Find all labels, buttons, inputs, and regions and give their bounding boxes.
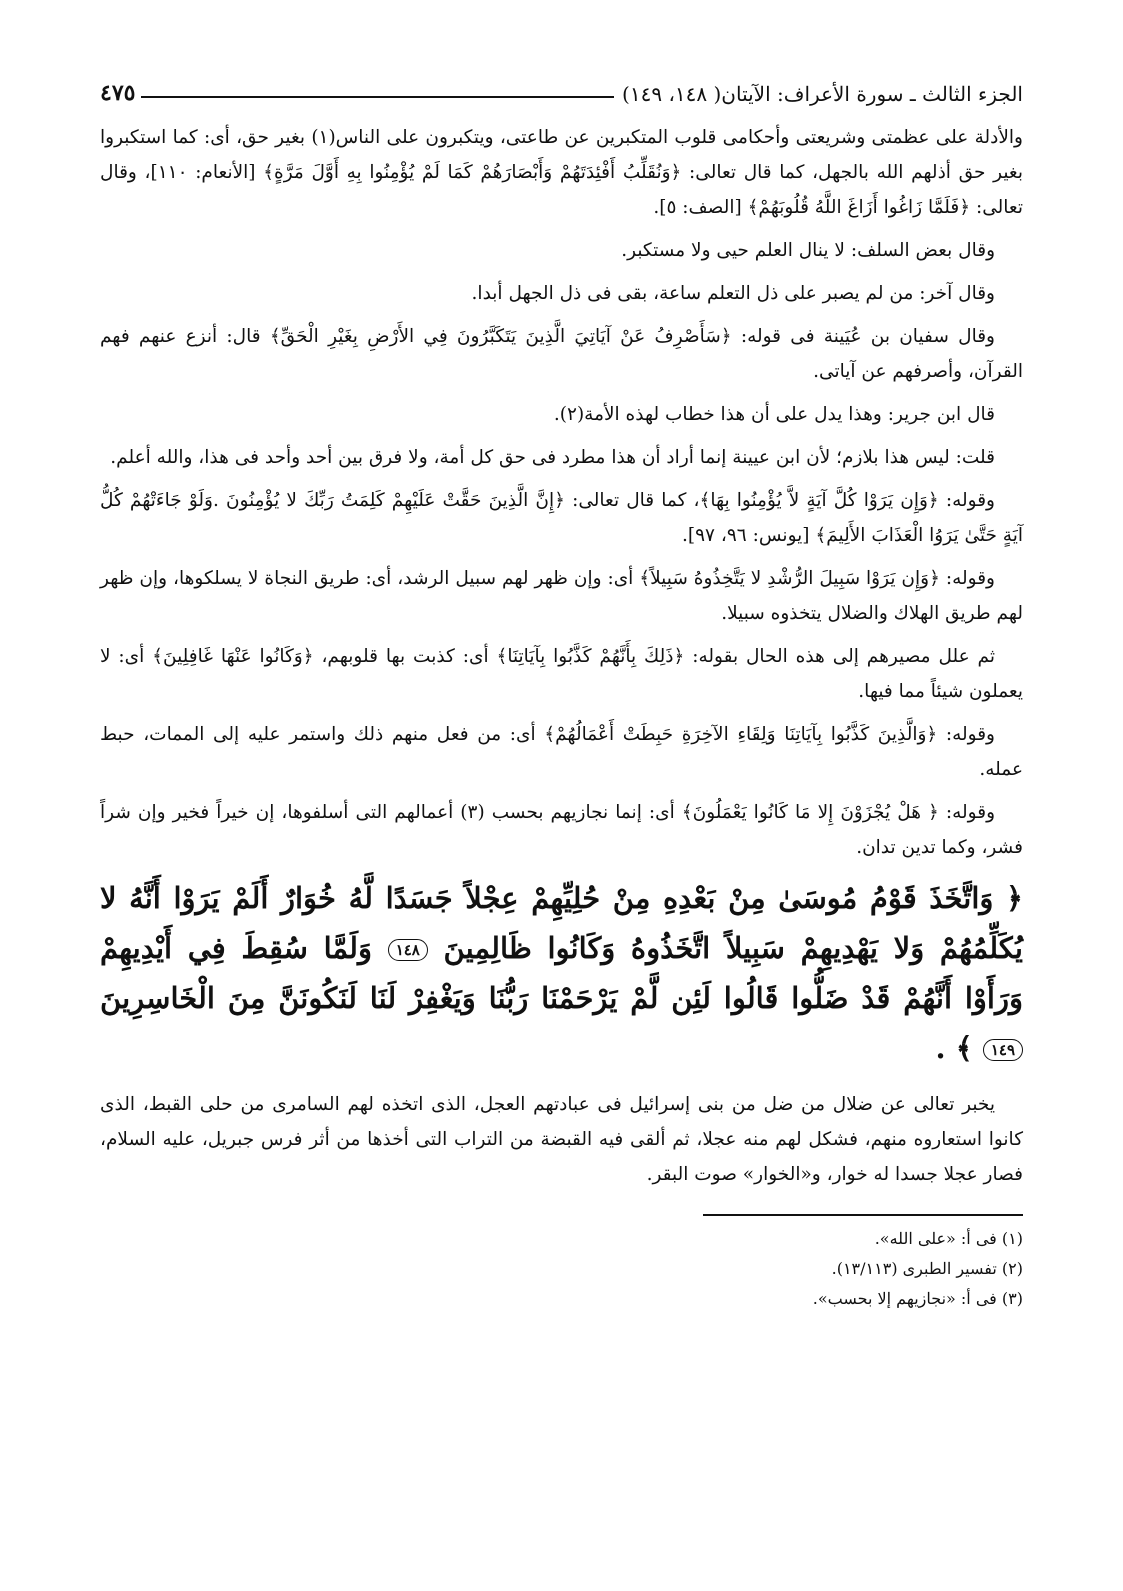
- quran-verse-block: [100, 873, 1023, 1073]
- paragraph: قال ابن جرير: وهذا يدل على أن هذا خطاب لهذه الأمة(٢).: [553, 404, 995, 425]
- footnote-divider: [703, 1214, 1023, 1216]
- ayah-number-149: ١٤٩: [983, 1039, 1023, 1061]
- paragraph: ثم علل مصيرهم إلى هذه الحال بقوله: ﴿ذَلِكَ بِأَنَّهُمْ كَذَّبُوا بِآيَاتِنَا﴾ أى: كذبت بها قلوبهم، ﴿وَكَانُوا عَنْهَا غَافِلِينَ﴾ أى: لا يعملون شيئاً مما فيها.: [100, 646, 1023, 702]
- paragraph: وقال بعض السلف: لا ينال العلم حيى ولا مستكبر.: [621, 240, 995, 261]
- verse-text-148: ﴿ وَاتَّخَذَ قَوْمُ مُوسَىٰ مِنْ بَعْدِهِ مِنْ حُلِيِّهِمْ عِجْلاً جَسَدًا لَّهُ خُوَارٌ أَلَمْ يَرَوْا أَنَّهُ لا يُكَلِّمُهُمْ وَلا يَهْدِيهِمْ سَبِيلاً اتَّخَذُوهُ وَكَانُوا ظَالِمِينَ: [100, 881, 1023, 965]
- ayah-number-148: ١٤٨: [388, 939, 428, 961]
- paragraph: وقوله: ﴿وَإِن يَرَوْا كُلَّ آيَةٍ لاَّ يُؤْمِنُوا بِهَا﴾، كما قال تعالى: ﴿إِنَّ الَّذِينَ حَقَّتْ عَلَيْهِمْ كَلِمَتُ رَبِّكَ لا يُؤْمِنُونَ .وَلَوْ جَاءَتْهُمْ كُلُّ آيَةٍ حَتَّىٰ يَرَوُا الْعَذَابَ الأَلِيمَ﴾ [يونس: ٩٦، ٩٧].: [100, 490, 1023, 546]
- footnote: (٢) تفسير الطبرى (١٣/١١٣).: [831, 1259, 1023, 1278]
- verse-text-149: وَلَمَّا سُقِطَ فِي أَيْدِيهِمْ وَرَأَوْا أَنَّهُمْ قَدْ ضَلُّوا قَالُوا لَئِن لَّمْ يَرْحَمْنَا رَبُّنَا وَيَغْفِرْ لَنَا لَنَكُونَنَّ مِنَ الْخَاسِرِينَ: [100, 931, 1023, 1015]
- footnote: (٣) فى أ: «نجازيهم إلا بحسب».: [812, 1289, 1023, 1308]
- verse-end-bracket: ﴾ .: [935, 1031, 973, 1065]
- page-number: ٤٧٥: [100, 80, 136, 106]
- paragraph: وقال سفيان بن عُيَينة فى قوله: ﴿سَأَصْرِفُ عَنْ آيَاتِيَ الَّذِينَ يَتَكَبَّرُونَ فِي الأَرْضِ بِغَيْرِ الْحَقِّ﴾ قال: أنزع عنهم فهم القرآن، وأصرفهم عن آياتى.: [100, 326, 1023, 382]
- paragraph: قلت: ليس هذا بلازم؛ لأن ابن عيينة إنما أراد أن هذا مطرد فى حق كل أمة، ولا فرق بين أحد وأحد فى هذا، والله أعلم.: [110, 447, 995, 468]
- footnotes: [100, 1224, 1023, 1314]
- header-rule: [141, 96, 614, 98]
- header-title: الجزء الثالث ـ سورة الأعراف: الآيتان( ١٤٨، ١٤٩): [622, 82, 1023, 106]
- paragraph: وقوله: ﴿وَإِن يَرَوْا سَبِيلَ الرُّشْدِ لا يَتَّخِذُوهُ سَبِيلاً﴾ أى: وإن ظهر لهم سبيل الرشد، أى: طريق النجاة لا يسلكوها، وإن ظهر لهم طريق الهلاك والضلال يتخذوه سبيلا.: [100, 568, 1023, 624]
- running-header: [100, 72, 1023, 106]
- main-text: [100, 120, 1023, 1192]
- commentary-paragraph: يخبر تعالى عن ضلال من ضل من بنى إسرائيل فى عبادتهم العجل، الذى اتخذه لهم السامرى من حلى القبط، الذى كانوا استعاروه منهم، فشكل لهم منه عجلا، ثم ألقى فيه القبضة من التراب التى أخذها من أثر فرس جبريل، عليه السلام، فصار عجلا جسدا له خوار، و«الخوار» صوت البقر.: [100, 1094, 1024, 1185]
- paragraph: وقوله: ﴿وَالَّذِينَ كَذَّبُوا بِآيَاتِنَا وَلِقَاءِ الآخِرَةِ حَبِطَتْ أَعْمَالُهُمْ﴾ أى: من فعل منهم ذلك واستمر عليه إلى الممات، حبط عمله.: [100, 724, 1023, 780]
- paragraph: وقال آخر: من لم يصبر على ذل التعلم ساعة، بقى فى ذل الجهل أبدا.: [471, 283, 995, 304]
- footnote: (١) فى أ: «على الله».: [874, 1229, 1023, 1248]
- paragraph: وقوله: ﴿ هَلْ يُجْزَوْنَ إِلا مَا كَانُوا يَعْمَلُونَ﴾ أى: إنما نجازيهم بحسب (٣) أعمالهم التى أسلفوها، إن خيراً فخير وإن شراً فشر، وكما تدين تدان.: [100, 802, 1023, 858]
- paragraph: والأدلة على عظمتى وشريعتى وأحكامى قلوب المتكبرين عن طاعتى، ويتكبرون على الناس(١) بغير حق، أى: كما استكبروا بغير حق أذلهم الله بالجهل، كما قال تعالى: ﴿وَنُقَلِّبُ أَفْئِدَتَهُمْ وَأَبْصَارَهُمْ كَمَا لَمْ يُؤْمِنُوا بِهِ أَوَّلَ مَرَّةٍ﴾ [الأنعام: ١١٠]، وقال تعالى: ﴿فَلَمَّا زَاغُوا أَزَاغَ اللَّهُ قُلُوبَهُمْ﴾ [الصف: ٥].: [100, 127, 1023, 218]
